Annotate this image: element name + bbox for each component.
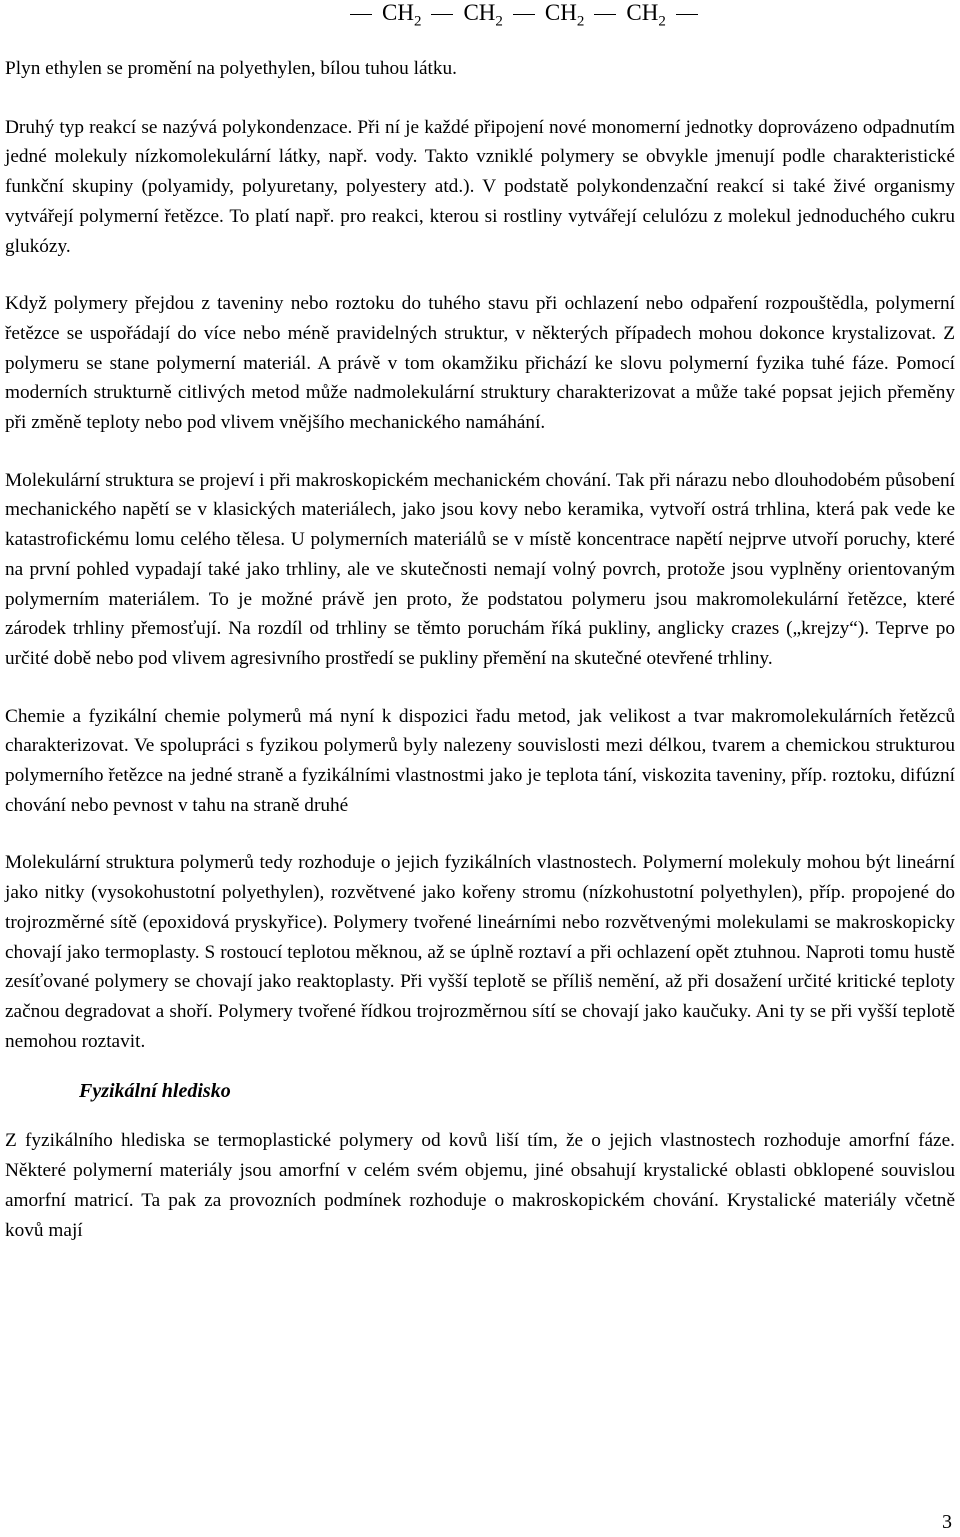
paragraph-physical-viewpoint: Z fyzikálního hlediska se termoplastické polymery od kovů liší tím, že o jejich vlastnostech rozhoduje amorfní fáze. Některé polymerní materiály jsou amorfní v celém svém objemu, jiné obsahují krystalické oblasti obklopené souvislou amorfní matricí. Ta pak za provozních podmínek rozhoduje o makroskopickém chování. Krystalické materiály včetně kovů mají bbox=[5, 1130, 955, 1241]
formula-unit: $CH_2$ bbox=[626, 0, 666, 30]
document-body bbox=[5, 54, 955, 1245]
paragraph-polycondensation: Druhý typ reakcí se nazývá polykondenzace. Při ní je každé připojení nové monomerní jednotky doprovázeno odpadnutím jedné molekuly nízkomolekulární látky, např. vody. Takto vzniklé polymery se obvykle jmenují podle charakteristické funkční skupiny (polyamidy, polyuretany, polyestery atd.). V podstatě polykondenzační reakcí si také živé organismy vytvářejí polymerní řetězce. To platí např. pro reakci, kterou si rostliny vytvářejí celulózu z molekul jednoduchého cukru glukózy. bbox=[5, 116, 955, 257]
paragraph-ethylene: Plyn ethylen se promění na polyethylen, bílou tuhou látku. bbox=[5, 58, 457, 79]
polymer-chain-formula bbox=[340, 0, 708, 35]
bond-dash bbox=[431, 14, 453, 15]
paragraph-chain-characterization: Chemie a fyzikální chemie polymerů má nyní k dispozici řadu metod, jak velikost a tvar makromolekulárních řetězců charakterizovat. Ve spolupráci s fyzikou polymerů byly nalezeny souvislosti mezi délkou, tvarem a chemickou strukturou polymerního řetězce na jedné straně a fyzikálními vlastnostmi jako je teplota tání, viskozita taveniny, příp. roztoku, difúzní chování nebo pevnost v tahu na straně druhé bbox=[5, 705, 955, 816]
formula-unit: $CH_2$ bbox=[463, 0, 503, 30]
paragraph-molecular-structure: Molekulární struktura polymerů tedy rozhoduje o jejich fyzikálních vlastnostech. Polymerní molekuly mohou být lineární jako nitky (vysokohustotní polyethylen), rozvětvené jako kořeny stromu (nízkohustotní polyethylen), příp. propojené do trojrozměrné sítě (epoxidová pryskyřice). Polymery tvořené lineárními nebo rozvětvenými molekulami se makroskopicky chovají jako termoplasty. S rostoucí teplotou měknou, až se úplně roztaví a při ochlazení opět ztuhnou. Naproti tomu hustě zesíťované polymery se chovají jako reaktoplasty. Při vyšší teplotě se příliš nemění, až při dosažení určité kritické teploty začnou degradovat a shoří. Polymery tvořené řídkou trojrozměrnou sítí se chovají jako kaučuky. Ani ty se při vyšší teplotě nemohou roztavit. bbox=[5, 852, 955, 1052]
bond-dash bbox=[513, 14, 535, 15]
bond-dash bbox=[350, 14, 372, 15]
formula-unit: $CH_2$ bbox=[544, 0, 585, 30]
paragraph-crazes: Molekulární struktura se projeví i při makroskopickém mechanickém chování. Tak při nárazu nebo dlouhodobém působení mechanického napětí se v klasických materiálech, jako jsou kovy nebo keramika, vytvoří ostrá trhlina, která pak vede ke katastrofickému lomu celého tělesa. U polymerních materiálů se v místě koncentrace napětí nejprve utvoří poruchy, které na první pohled vypadají také jako trhliny, ale ve skutečnosti nemají volný povrch, protože jsou vyplněny orientovaným polymerním materiálem. To je možné právě jen proto, že podstatou polymeru jsou makromolekulární řetězce, které zárodek trhliny přemosťují. Na rozdíl od trhliny se těmto poruchám říká pukliny, anglicky crazes („krejzy“). Teprve po určité době nebo pod vlivem agresivního prostředí se pukliny přemění na skutečné otevřené trhliny. bbox=[5, 469, 955, 669]
paragraph-solid-state: Když polymery přejdou z taveniny nebo roztoku do tuhého stavu při ochlazení nebo odpaření rozpouštědla, polymerní řetězce se uspořádají do více nebo méně pravidelných struktur, v některých případech mohou dokonce krystalizovat. Z polymeru se stane polymerní materiál. A právě v tom okamžiku přichází ke slovu polymerní fyzika tuhé fáze. Pomocí moderních strukturně citlivých metod může nadmolekulární struktury charakterizovat a může také popsat jejich přeměny při změně teploty nebo pod vlivem vnějšího mechanického namáhání. bbox=[5, 293, 955, 434]
bond-dash bbox=[676, 14, 698, 15]
bond-dash bbox=[594, 14, 616, 15]
section-heading: Fyzikální hledisko bbox=[79, 1080, 231, 1103]
formula-unit: $CH_2$ bbox=[382, 0, 422, 30]
page-number: 3 bbox=[942, 1511, 952, 1533]
